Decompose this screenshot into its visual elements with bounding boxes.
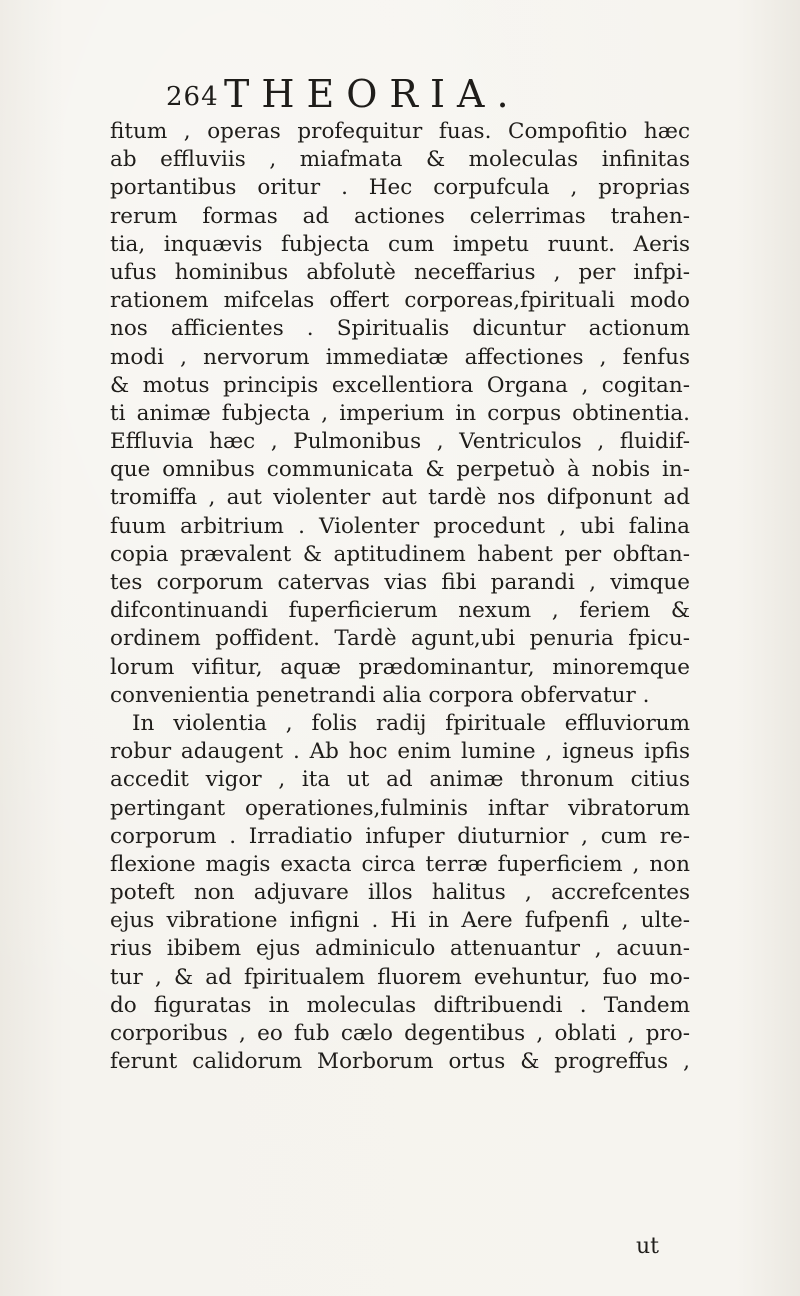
text-line: portantibus oritur . Hec corpufcula , proprias (110, 175, 690, 201)
text-line: tromiffa , aut violenter aut tardè nos difponunt ad (110, 485, 690, 511)
text-line: & motus principis excellentiora Organa , cogitan- (110, 372, 690, 398)
text-line: rius ibibem ejus adminiculo attenuantur , acuun- (110, 936, 690, 962)
text-line: accedit vigor , ita ut ad animæ thronum citius (110, 767, 690, 793)
catchword: ut (636, 1234, 660, 1259)
text-line: do figuratas in moleculas diftribuendi . Tandem (110, 992, 690, 1018)
text-line: rationem mifcelas offert corporeas,fpirituali modo (110, 288, 690, 314)
text-line: modi , nervorum immediatæ affectiones , fenfus (110, 344, 690, 370)
text-line: fuum arbitrium . Violenter procedunt , ubi falina (110, 513, 690, 539)
text-line: ufus hominibus abfolutè neceffarius , per infpi- (110, 259, 690, 285)
text-line: fitum , operas profequitur fuas. Compofitio hæc (110, 119, 690, 144)
text-line: que omnibus communicata & perpetuò à nobis in- (110, 457, 690, 483)
text-line: tur , & ad fpiritualem fluorem evehuntur, fuo mo- (110, 964, 690, 990)
body-text (110, 118, 690, 1076)
text-line: ejus vibratione infigni . Hi in Aere fufpenfi , ulte- (110, 908, 690, 934)
text-line: ti animæ fubjecta , imperium in corpus obtinentia. (110, 400, 690, 426)
text-line: corporum . Irradiatio infuper diuturnior , cum re- (110, 823, 690, 849)
text-line: tes corporum catervas vias fibi parandi , vimque (110, 570, 690, 595)
page-header (166, 72, 686, 116)
text-line: nos afficientes . Spiritualis dicuntur actionum (110, 316, 690, 342)
text-line: ab effluviis , miafmata & moleculas infinitas (110, 147, 690, 173)
text-line: rerum formas ad actiones celerrimas trahen- (110, 203, 690, 229)
text-line: ferunt calidorum Morborum ortus & progreffus , (110, 1049, 690, 1075)
text-line: flexione magis exacta circa terræ fuperficiem , non (110, 851, 690, 877)
running-head: THEORIA. (224, 72, 521, 116)
text-line: lorum vifitur, aquæ prædominantur, minoremque (110, 654, 690, 680)
text-line: poteft non adjuvare illos halitus , accrefcentes (110, 880, 690, 906)
text-line: convenientia penetrandi alia corpora obfervatur . (110, 682, 650, 708)
text-line: ordinem poffident. Tardè agunt,ubi penuria fpicu- (110, 626, 690, 652)
text-line: In violentia , folis radij fpirituale effluviorum (132, 710, 690, 736)
text-line: difcontinuandi fuperficierum nexum , feriem & (110, 598, 690, 624)
text-line: corporibus , eo fub cælo degentibus , oblati , pro- (110, 1021, 690, 1046)
text-line: robur adaugent . Ab hoc enim lumine , igneus ipfis (110, 739, 690, 765)
text-line: tia, inquævis fubjecta cum impetu ruunt. Aeris (110, 231, 690, 257)
text-line: copia prævalent & aptitudinem habent per obftan- (110, 541, 690, 567)
text-line: pertingant operationes,fulminis inftar vibratorum (110, 795, 690, 821)
text-line: Effluvia hæc , Pulmonibus , Ventriculos , fluidif- (110, 429, 690, 455)
page-number: 264 (166, 82, 219, 112)
